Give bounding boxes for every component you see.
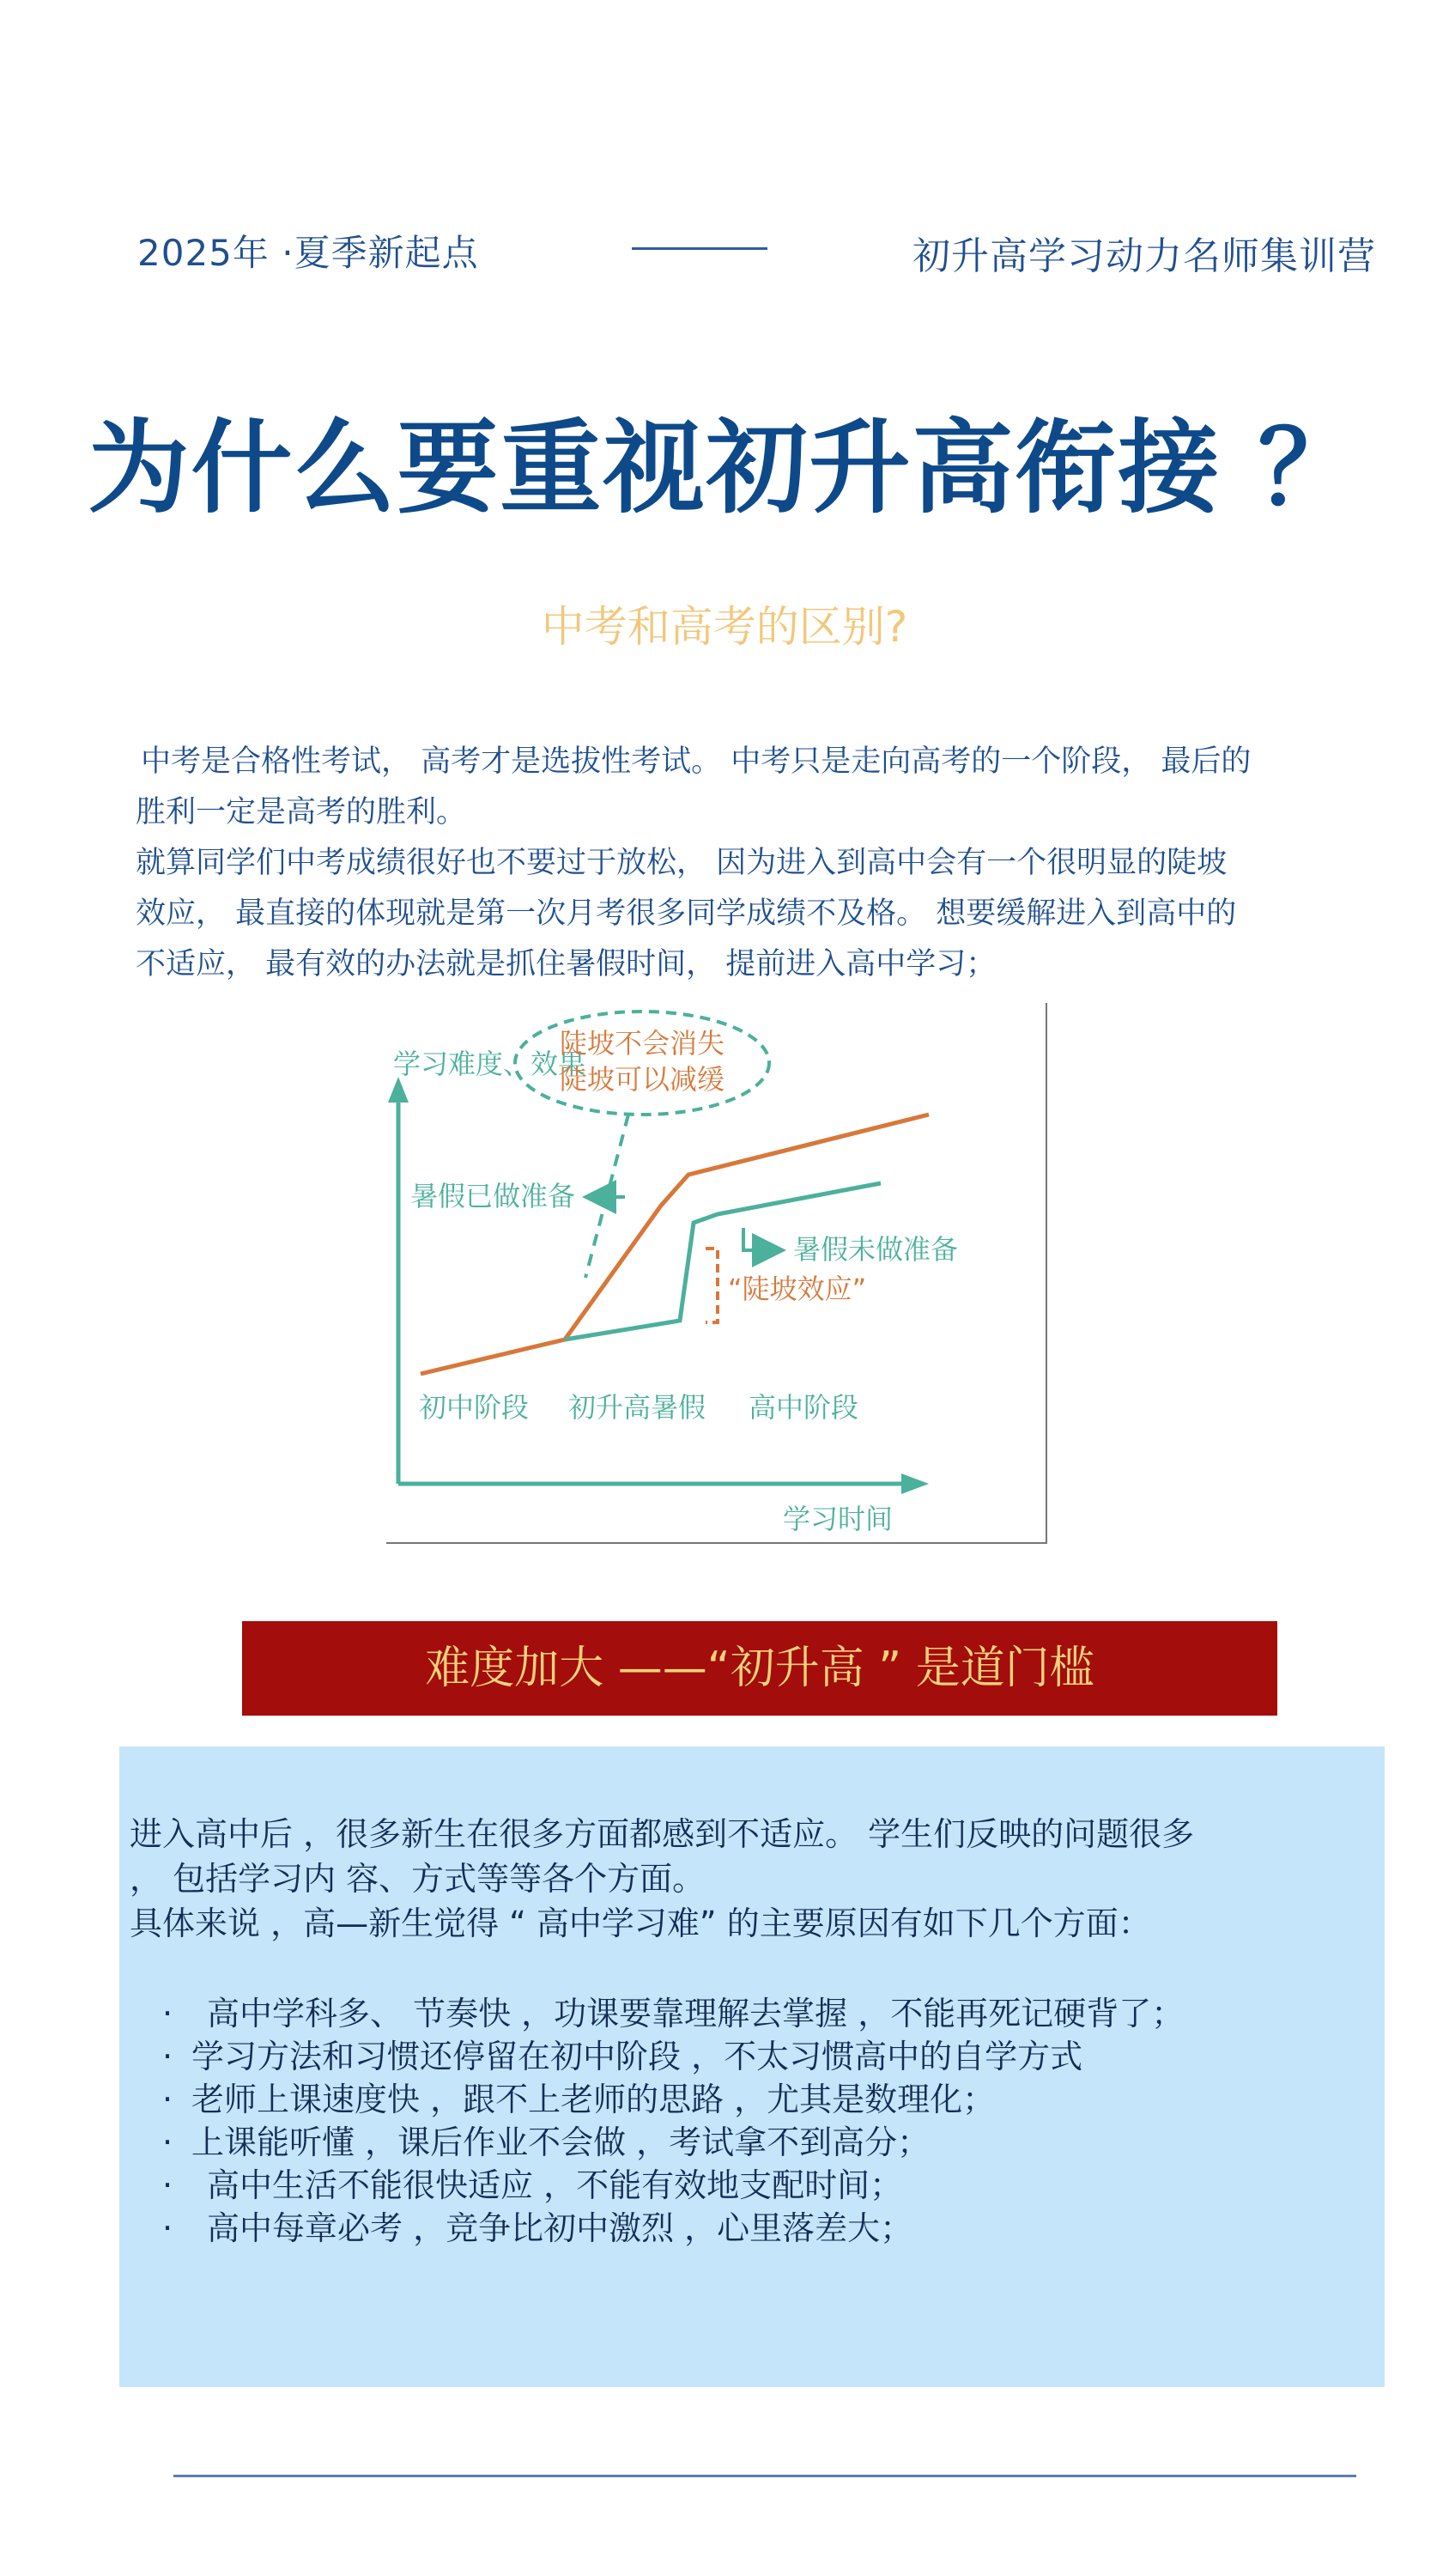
bullet-icon: ·	[162, 2081, 173, 2118]
slope-bracket	[706, 1249, 718, 1322]
reasons-intro	[130, 1812, 1374, 1946]
x-axis-label: 学习时间	[783, 1503, 894, 1535]
list-item	[162, 2207, 1364, 2250]
header-right-text: 初升高学习动力名师集训营	[912, 234, 1376, 278]
bullet-icon: ·	[162, 2209, 173, 2247]
list-item-text: 老师上课速度快 ，跟不上老师的思路 ，尤其是数理化；	[191, 2081, 996, 2118]
bubble-text-1: 陡坡不会消失	[559, 1027, 725, 1060]
slope-effect-diagram	[386, 1003, 1047, 1544]
list-item-text: 高中每章必考 ，竞争比初中激烈 ，心里落差大；	[207, 2209, 913, 2247]
list-item	[162, 2078, 1364, 2121]
header-left-text: 2025年 ·夏季新起点	[137, 232, 479, 274]
list-item	[162, 2035, 1364, 2078]
list-item-text: 上课能听懂 ，课后作业不会做 ，考试拿不到高分；	[191, 2123, 931, 2161]
stage-label-2: 初升高暑假	[568, 1391, 706, 1424]
page-subtitle: 中考和高考的区别?	[541, 602, 908, 652]
x-axis-arrow	[901, 1473, 929, 1494]
intro-line-3: 就算同学们中考成绩很好也不要过于放松， 因为进入到高中会有一个很明显的陡坡	[136, 846, 1228, 880]
y-axis-arrow	[388, 1077, 409, 1103]
reasons-list	[162, 1992, 1364, 2250]
stage-label-3: 高中阶段	[749, 1391, 859, 1424]
reasons-para-3: 具体来说 ，高—新生觉得 “ 高中学习难” 的主要原因有如下几个方面：	[130, 1905, 1151, 1942]
bullet-icon: ·	[162, 2123, 173, 2161]
footer-divider	[173, 2475, 1356, 2477]
list-item	[162, 1992, 1364, 2035]
reasons-para-2: ， 包括学习内 容、方式等等各个方面。	[130, 1860, 706, 1898]
bullet-icon: ·	[162, 2038, 173, 2075]
list-item	[162, 2121, 1364, 2164]
header-divider	[632, 247, 767, 250]
intro-line-5: 不适应， 最有效的办法就是抓住暑假时间， 提前进入高中学习；	[136, 947, 997, 981]
threshold-banner: 难度加大 ——“初升高 ” 是道门槛	[242, 1621, 1277, 1716]
prepared-label: 暑假已做准备	[410, 1180, 576, 1212]
unprepared-label: 暑假未做准备	[793, 1233, 959, 1266]
page-title: 为什么要重视初升高衔接 ？	[88, 409, 1361, 527]
bullet-icon: ·	[162, 1995, 173, 2032]
intro-line-4: 效应， 最直接的体现就是第一次月考很多同学成绩不及格。 想要缓解进入到高中的	[136, 896, 1237, 931]
list-item-text: 高中生活不能很快适应 ，不能有效地支配时间；	[207, 2166, 903, 2204]
list-item-text: 学习方法和习惯还停留在初中阶段 ，不太习惯高中的自学方式	[191, 2038, 1083, 2075]
slope-label: “陡坡效应”	[728, 1273, 867, 1305]
bullet-icon: ·	[162, 2166, 173, 2204]
y-axis-label: 学习难度、效果	[393, 1048, 586, 1080]
list-item-text: 高中学科多、 节奏快 ，功课要靠理解去掌握 ，不能再死记硬背了；	[207, 1995, 1185, 2032]
list-item	[162, 2164, 1364, 2207]
unprepared-arrow	[743, 1228, 779, 1250]
reasons-para-1: 进入高中后 ，很多新生在很多方面都感到不适应。 学生们反映的问题很多	[130, 1815, 1195, 1853]
intro-line-2: 胜利一定是高考的胜利。	[136, 795, 467, 829]
intro-line-1: 中考是合格性考试， 高考才是选拔性考试。 中考只是走向高考的一个阶段， 最后的	[141, 744, 1252, 779]
bubble-text-2: 陡坡可以减缓	[559, 1063, 725, 1096]
intro-text	[136, 737, 1337, 990]
stage-label-1: 初中阶段	[419, 1391, 530, 1424]
difficulty-reasons-box	[119, 1747, 1385, 2387]
